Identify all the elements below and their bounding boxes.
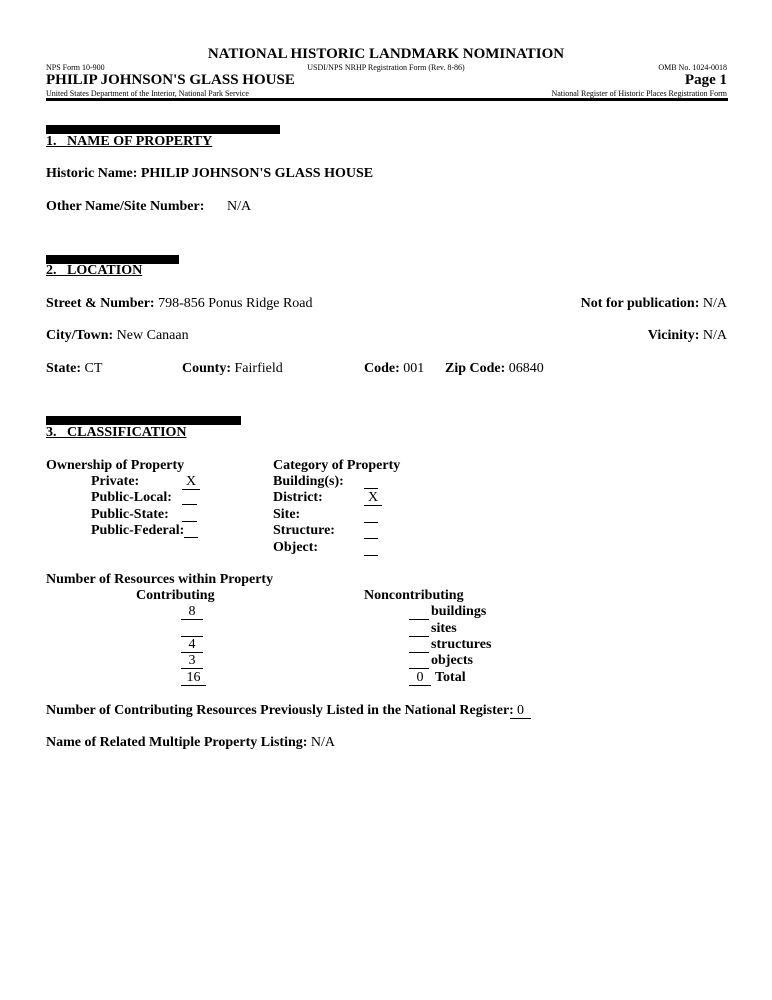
- site-label: Site:: [273, 507, 301, 522]
- page-number: Page 1: [684, 72, 727, 88]
- property-name-header: PHILIP JOHNSON'S GLASS HOUSE: [46, 72, 295, 88]
- ownership-heading: Ownership of Property: [46, 458, 185, 473]
- contributing-sites-count[interactable]: [181, 621, 203, 637]
- historic-name-label: Historic Name:: [46, 166, 138, 181]
- object-label: Object:: [273, 540, 319, 555]
- city-label: City/Town:: [46, 328, 114, 343]
- contributing-buildings-count[interactable]: 8: [181, 604, 203, 620]
- zip-label: Zip Code:: [445, 361, 506, 376]
- related-listing-value: N/A: [310, 735, 336, 750]
- public-local-label: Public-Local:: [91, 490, 172, 505]
- form-title: NATIONAL HISTORIC LANDMARK NOMINATION: [207, 46, 565, 62]
- section-1-heading: 1. NAME OF PROPERTY: [46, 134, 213, 149]
- state-value: CT: [84, 361, 103, 376]
- contributing-structures-count[interactable]: 4: [181, 637, 203, 653]
- noncontributing-heading: Noncontributing: [364, 588, 464, 603]
- public-state-label: Public-State:: [91, 507, 169, 522]
- related-listing-label: Name of Related Multiple Property Listing:: [46, 735, 308, 750]
- county-label: County:: [182, 361, 232, 376]
- structure-checkbox[interactable]: [364, 523, 378, 539]
- noncontributing-sites-count[interactable]: [409, 621, 429, 637]
- private-label: Private:: [91, 474, 140, 489]
- street-row: [46, 296, 313, 312]
- public-federal-label: Public-Federal:: [91, 523, 185, 538]
- form-revision: USDI/NPS NRHP Registration Form (Rev. 8-86): [307, 63, 465, 72]
- section-2-heading: 2. LOCATION: [46, 263, 143, 278]
- buildings-checkbox[interactable]: [364, 473, 378, 489]
- sites-row-label: sites: [431, 621, 457, 636]
- category-heading: Category of Property: [273, 458, 401, 473]
- zip-value: 06840: [508, 361, 544, 376]
- site-checkbox[interactable]: [364, 507, 378, 523]
- noncontributing-objects-count[interactable]: [409, 653, 429, 669]
- historic-name-row: [46, 166, 373, 182]
- street-label: Street & Number:: [46, 296, 155, 311]
- previously-listed-label: Number of Contributing Resources Previously Listed in the National Register:: [46, 703, 514, 718]
- related-listing-row: [46, 735, 335, 751]
- public-federal-checkbox[interactable]: [184, 522, 198, 538]
- district-label: District:: [273, 490, 323, 505]
- private-checkbox[interactable]: X: [182, 474, 200, 490]
- objects-row-label: objects: [431, 653, 473, 668]
- other-name-value: N/A: [227, 199, 252, 214]
- state-label: State:: [46, 361, 81, 376]
- noncontributing-structures-count[interactable]: [409, 637, 429, 653]
- public-local-checkbox[interactable]: [182, 489, 197, 505]
- form-number: NPS Form 10-900: [46, 63, 105, 72]
- street-value: 798-856 Ponus Ridge Road: [158, 296, 313, 311]
- omb-number: OMB No. 1024-0018: [658, 63, 727, 72]
- county-row: [182, 361, 283, 377]
- code-value: 001: [403, 361, 425, 376]
- zip-row: [445, 361, 544, 377]
- other-name-label: Other Name/Site Number:: [46, 199, 205, 214]
- city-row: [46, 328, 189, 344]
- contributing-objects-count[interactable]: 3: [181, 653, 203, 669]
- previously-listed-value[interactable]: 0: [510, 703, 531, 719]
- resources-heading: Number of Resources within Property: [46, 572, 274, 587]
- code-row: [364, 361, 424, 377]
- section-1-bar: [46, 125, 280, 134]
- district-checkbox[interactable]: X: [364, 490, 382, 506]
- buildings-row-label: buildings: [431, 604, 487, 619]
- section-3-bar: [46, 416, 241, 425]
- city-value: New Canaan: [116, 328, 189, 343]
- county-value: Fairfield: [234, 361, 283, 376]
- not-for-publication-row: [581, 296, 727, 312]
- total-row-label: Total: [435, 670, 466, 685]
- vicinity-row: [648, 328, 727, 344]
- contributing-total-count[interactable]: 16: [181, 670, 206, 686]
- not-for-publication-label: Not for publication:: [580, 296, 700, 311]
- register-form-name: National Register of Historic Places Registration Form: [551, 89, 727, 98]
- code-label: Code:: [364, 361, 400, 376]
- section-3-heading: 3. CLASSIFICATION: [46, 425, 187, 440]
- vicinity-value: N/A: [702, 328, 727, 343]
- buildings-label: Building(s):: [273, 474, 344, 489]
- historic-name-value: PHILIP JOHNSON'S GLASS HOUSE: [140, 166, 374, 181]
- state-row: [46, 361, 102, 377]
- structures-row-label: structures: [431, 637, 492, 652]
- not-for-publication-value: N/A: [702, 296, 727, 311]
- contributing-heading: Contributing: [136, 588, 215, 603]
- noncontributing-total-count[interactable]: 0: [409, 670, 431, 686]
- structure-label: Structure:: [273, 523, 335, 538]
- header-divider: [46, 98, 728, 101]
- object-checkbox[interactable]: [364, 540, 378, 556]
- noncontributing-buildings-count[interactable]: [409, 604, 429, 620]
- department-name: United States Department of the Interior, National Park Service: [46, 89, 249, 98]
- vicinity-label: Vicinity:: [647, 328, 700, 343]
- public-state-checkbox[interactable]: [182, 506, 197, 522]
